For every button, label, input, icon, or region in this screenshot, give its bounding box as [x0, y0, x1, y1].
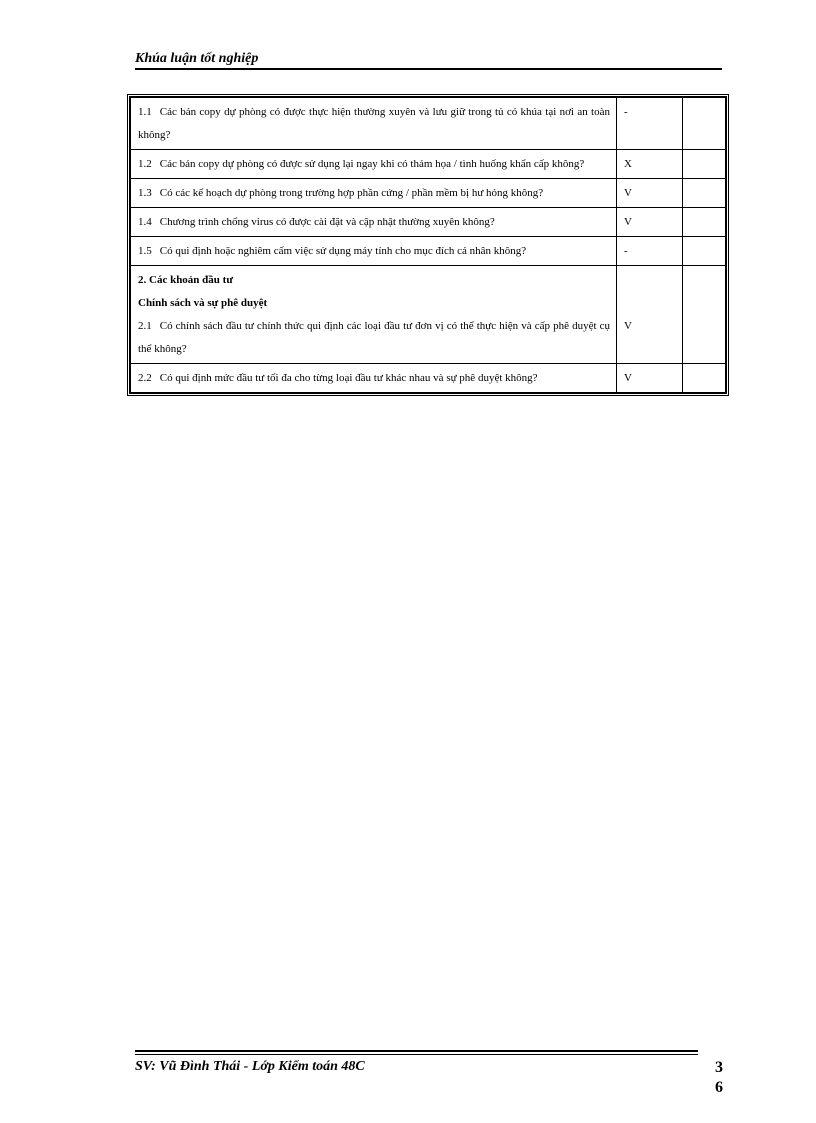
note-cell [683, 364, 726, 393]
note-cell [683, 150, 726, 179]
question-number: 1.4 [138, 216, 152, 228]
answer-value: V [624, 320, 632, 332]
answer-cell: - [617, 237, 683, 266]
note-cell [683, 179, 726, 208]
answer-cell: - [617, 98, 683, 150]
page-header-title: Khúa luận tốt nghiệp [135, 51, 259, 66]
question-text: Có chính sách đầu tư chính thức qui định các loại đầu tư đơn vị có thể thực hiện và cấp phê duyệt cụ thể không? [138, 320, 610, 355]
section-heading: 2. Các khoản đầu tư [138, 274, 233, 286]
checklist-table [127, 94, 729, 396]
question-text: Các bản copy dự phòng có được sử dụng lại ngay khi có thảm họa / tình huống khẩn cấp không? [159, 158, 585, 170]
footer-rule [135, 1054, 698, 1055]
answer-cell: V [617, 364, 683, 393]
note-cell [683, 98, 726, 150]
note-cell [683, 208, 726, 237]
note-cell [683, 237, 726, 266]
question-number: 1.1 [138, 106, 152, 118]
section-subheading: Chính sách và sự phê duyệt [138, 297, 268, 309]
question-text: Có qui định mức đầu tư tối đa cho từng loại đầu tư khác nhau và sự phê duyệt không? [159, 372, 538, 384]
question-number: 2.2 [138, 372, 152, 384]
answer-cell: V [617, 179, 683, 208]
header-rule [135, 68, 722, 70]
note-cell [683, 266, 726, 364]
footer-rule [135, 1050, 698, 1052]
table-row [131, 237, 726, 266]
question-cell [131, 179, 617, 208]
question-cell [131, 266, 617, 364]
footer-student-info: SV: Vũ Đình Thái - Lớp Kiểm toán 48C [135, 1059, 365, 1074]
table-row [131, 364, 726, 393]
question-text: Có các kế hoạch dự phòng trong trường hợp phần cứng / phần mềm bị hư hỏng không? [159, 187, 544, 199]
question-cell [131, 208, 617, 237]
page-number-digit: 6 [715, 1079, 723, 1096]
page-number-digit: 3 [715, 1059, 723, 1076]
answer-cell [617, 266, 683, 364]
answer-cell: X [617, 150, 683, 179]
question-cell [131, 98, 617, 150]
question-cell [131, 150, 617, 179]
question-number: 1.3 [138, 187, 152, 199]
question-cell [131, 364, 617, 393]
page-number [711, 1058, 727, 1098]
table-row [131, 150, 726, 179]
question-text: Các bản copy dự phòng có được thực hiện thường xuyên và lưu giữ trong tủ có khúa tại nơi an toàn không? [138, 106, 610, 141]
question-cell [131, 237, 617, 266]
question-number: 1.2 [138, 158, 152, 170]
question-number: 2.1 [138, 320, 152, 332]
table-row [131, 266, 726, 364]
table-row [131, 98, 726, 150]
question-number: 1.5 [138, 245, 152, 257]
table-row [131, 208, 726, 237]
question-text: Chương trình chống virus có được cài đặt và cập nhật thường xuyên không? [159, 216, 495, 228]
answer-cell: V [617, 208, 683, 237]
question-text: Có qui định hoặc nghiêm cấm việc sử dụng máy tính cho mục đích cá nhân không? [159, 245, 527, 257]
table-row [131, 179, 726, 208]
